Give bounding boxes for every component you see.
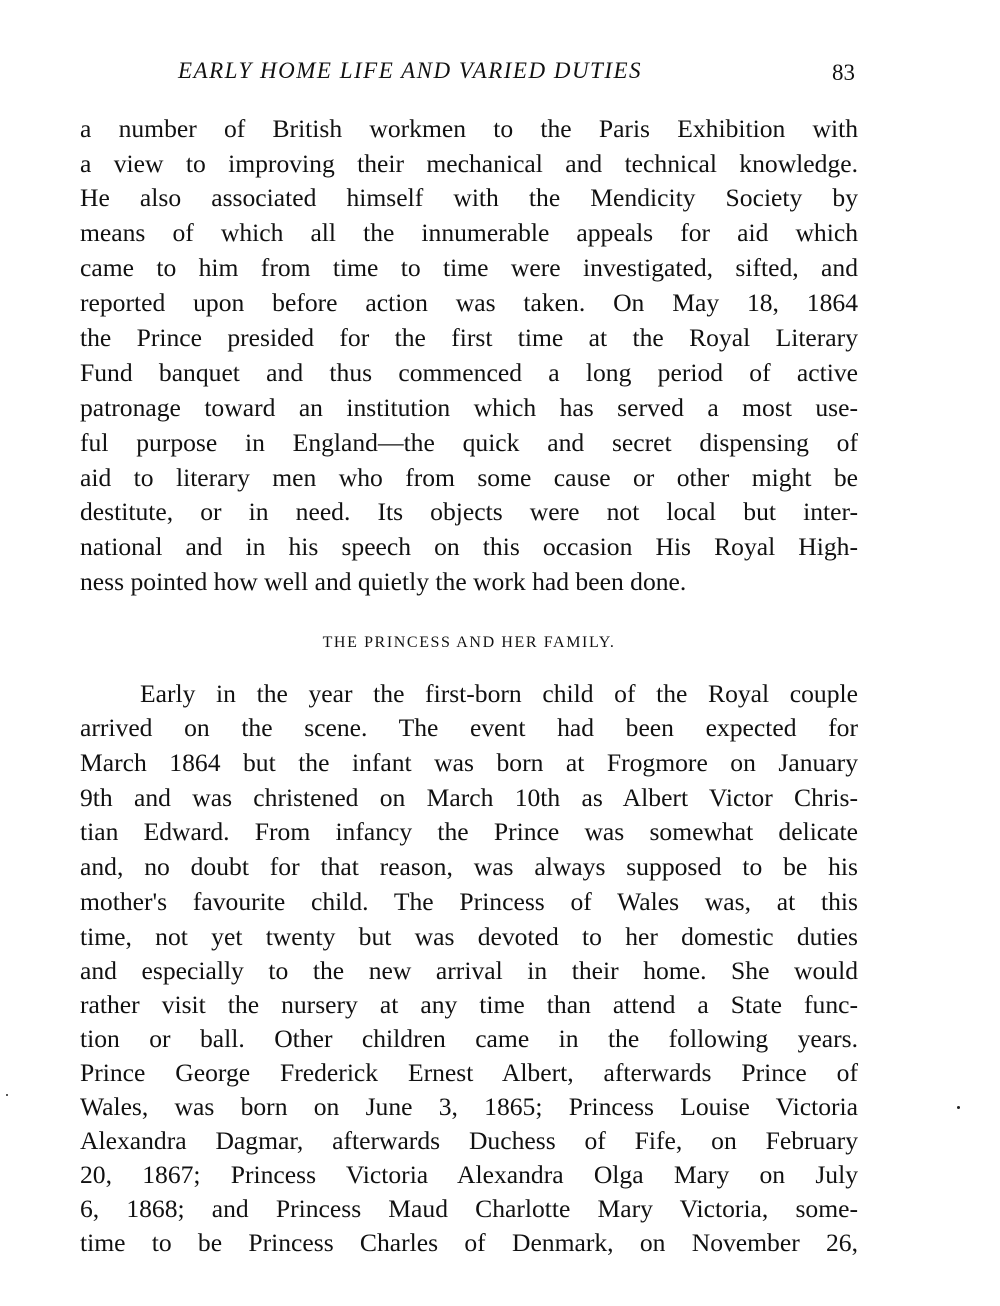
section-heading: THE PRINCESS AND HER FAMILY. [322, 634, 616, 651]
text-line: aid to literary men who from some cause or other might be [80, 463, 858, 492]
text-line: tian Edward. From infancy the Prince was somewhat delicate [80, 817, 858, 846]
page-number: 83 [832, 60, 855, 85]
text-line: a number of British workmen to the Paris Exhibition with [80, 114, 858, 143]
text-line: and especially to the new arrival in their home. She would [80, 956, 858, 985]
text-line: March 1864 but the infant was born at Frogmore on January [80, 748, 858, 777]
text-line: Prince George Frederick Ernest Albert, afterwards Prince of [80, 1058, 858, 1087]
text-line: 6, 1868; and Princess Maud Charlotte Mary Victoria, some- [80, 1194, 858, 1223]
text-line: ful purpose in England—the quick and secret dispensing of [80, 428, 858, 457]
text-line: and, no doubt for that reason, was always supposed to be his [80, 852, 858, 881]
text-line: Early in the year the first-born child of the Royal couple [140, 679, 858, 708]
text-line: arrived on the scene. The event had been expected for [80, 713, 858, 742]
text-line: ness pointed how well and quietly the work had been done. [80, 567, 687, 596]
running-header [0, 58, 1000, 90]
scan-speck [6, 1094, 8, 1096]
text-line: national and in his speech on this occasion His Royal High- [80, 532, 858, 561]
running-title: EARLY HOME LIFE AND VARIED DUTIES [178, 58, 643, 83]
text-line: Fund banquet and thus commenced a long period of active [80, 358, 858, 387]
text-line: He also associated himself with the Mendicity Society by [80, 183, 858, 212]
text-line: the Prince presided for the first time at the Royal Literary [80, 323, 858, 352]
text-line: time, not yet twenty but was devoted to her domestic duties [80, 922, 858, 951]
text-line: 20, 1867; Princess Victoria Alexandra Olga Mary on July [80, 1160, 858, 1189]
text-line: tion or ball. Other children came in the following years. [80, 1024, 858, 1053]
text-line: Alexandra Dagmar, afterwards Duchess of Fife, on February [80, 1126, 858, 1155]
text-line: time to be Princess Charles of Denmark, on November 26, [80, 1228, 858, 1257]
text-line: rather visit the nursery at any time than attend a State func- [80, 990, 858, 1019]
text-line: reported upon before action was taken. On May 18, 1864 [80, 288, 858, 317]
text-line: came to him from time to time were investigated, sifted, and [80, 253, 858, 282]
text-line: 9th and was christened on March 10th as Albert Victor Chris- [80, 783, 858, 812]
text-line: a view to improving their mechanical and technical knowledge. [80, 149, 858, 178]
text-line: patronage toward an institution which has served a most use- [80, 393, 858, 422]
scan-speck [957, 1106, 960, 1109]
text-line: Wales, was born on June 3, 1865; Princess Louise Victoria [80, 1092, 858, 1121]
text-line: destitute, or in need. Its objects were not local but inter- [80, 497, 858, 526]
text-line: mother's favourite child. The Princess of Wales was, at this [80, 887, 858, 916]
text-line: means of which all the innumerable appeals for aid which [80, 218, 858, 247]
